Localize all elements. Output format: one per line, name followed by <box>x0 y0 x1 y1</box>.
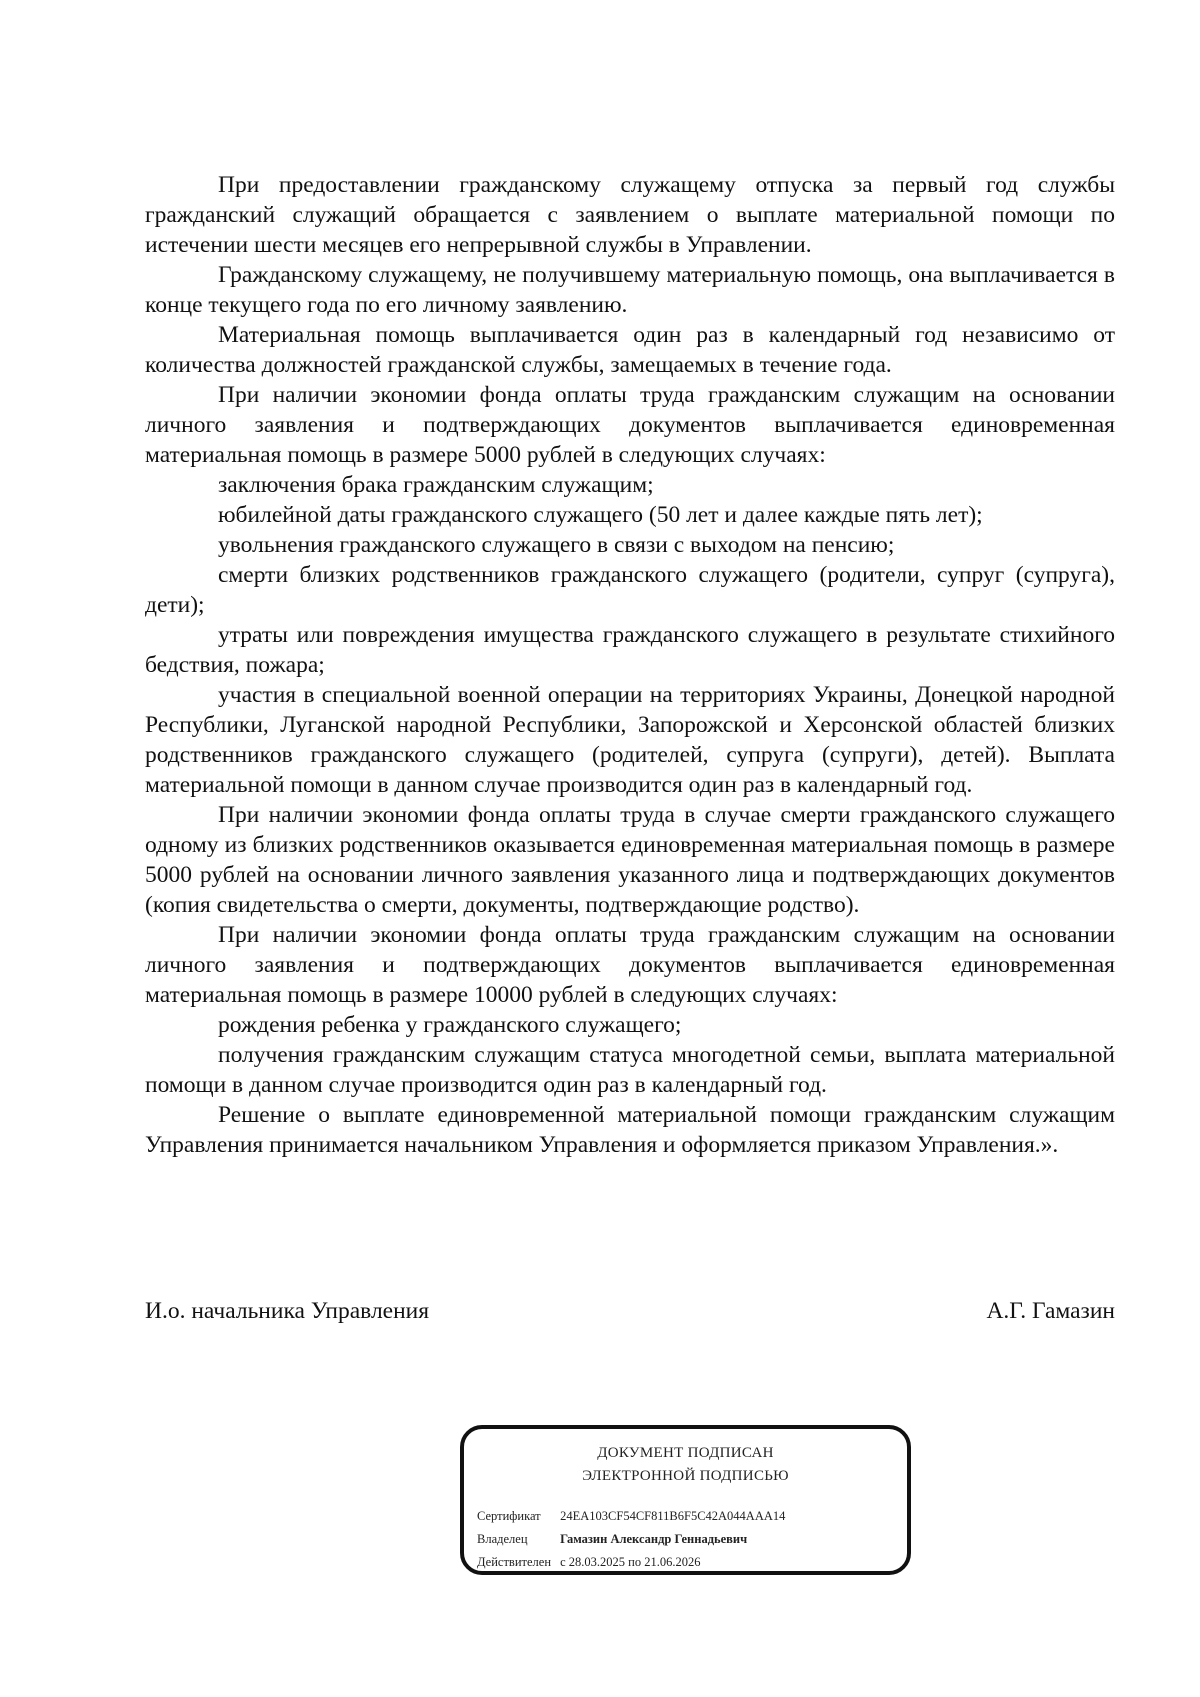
paragraph: Гражданскому служащему, не получившему материальную помощь, она выплачивается в конце текущего года по его личному заявлению. <box>145 262 1115 318</box>
signatory-position: И.о. начальника Управления <box>145 1298 430 1324</box>
signature-block <box>145 1296 1115 1326</box>
list-item: юбилейной даты гражданского служащего (50 лет и далее каждые пять лет); <box>218 502 983 528</box>
list-item: утраты или повреждения имущества гражданского служащего в результате стихийного бедствия, пожара; <box>145 622 1115 678</box>
stamp-owner-value: Гамазин Александр Геннадьевич <box>560 1532 748 1546</box>
stamp-owner-label: Владелец <box>477 1532 528 1546</box>
list-item: увольнения гражданского служащего в связи с выходом на пенсию; <box>218 532 895 558</box>
stamp-title-line2: ЭЛЕКТРОННОЙ ПОДПИСЬЮ <box>582 1468 789 1484</box>
stamp-validity-label: Действителен <box>477 1555 552 1569</box>
stamp-owner-row <box>477 1532 897 1547</box>
list-item: рождения ребенка у гражданского служащего; <box>218 1012 682 1038</box>
paragraph: При наличии экономии фонда оплаты труда в случае смерти гражданского служащего одному из близких родственников оказывается единовременная материальная помощь в размере 5000 рублей на основании личного заявления указанного лица и подтверждающих документов (копия свидетельства о смерти, документы, подтверждающие родство). <box>145 802 1115 918</box>
paragraph: При наличии экономии фонда оплаты труда гражданским служащим на основании личного заявления и подтверждающих документов выплачивается единовременная материальная помощь в размере 10000 рублей в следующих случаях: <box>145 922 1115 1008</box>
stamp-title-line1: ДОКУМЕНТ ПОДПИСАН <box>597 1445 774 1461</box>
document-body <box>145 170 1115 1160</box>
signatory-name: А.Г. Гамазин <box>986 1298 1115 1324</box>
paragraph: Решение о выплате единовременной материальной помощи гражданским служащим Управления принимается начальником Управления и оформляется приказом Управления.». <box>145 1102 1115 1158</box>
list-item: заключения брака гражданским служащим; <box>218 472 654 498</box>
list-item: участия в специальной военной операции на территориях Украины, Донецкой народной Республики, Луганской народной Республики, Запорожской и Херсонской областей близких родственников гражданского служащего (родителей, супруга (супруги), детей). Выплата материальной помощи в данном случае производится один раз в календарный год. <box>145 682 1115 798</box>
list-item: получения гражданским служащим статуса многодетной семьи, выплата материальной помощи в данном случае производится один раз в календарный год. <box>145 1042 1115 1098</box>
stamp-validity-row <box>477 1555 897 1570</box>
paragraph: Материальная помощь выплачивается один раз в календарный год независимо от количества должностей гражданской службы, замещаемых в течение года. <box>145 322 1115 378</box>
paragraph: При предоставлении гражданскому служащему отпуска за первый год службы гражданский служащий обращается с заявлением о выплате материальной помощи по истечении шести месяцев его непрерывной службы в Управлении. <box>145 172 1115 258</box>
stamp-certificate-row <box>477 1509 897 1524</box>
stamp-validity-value: с 28.03.2025 по 21.06.2026 <box>560 1555 701 1569</box>
electronic-signature-stamp <box>460 1425 911 1575</box>
stamp-certificate-label: Сертификат <box>477 1509 541 1523</box>
stamp-certificate-value: 24EA103CF54CF811B6F5C42A044AAA14 <box>560 1509 786 1523</box>
list-item: смерти близких родственников гражданского служащего (родители, супруг (супруга), дети); <box>145 562 1115 618</box>
paragraph: При наличии экономии фонда оплаты труда гражданским служащим на основании личного заявления и подтверждающих документов выплачивается единовременная материальная помощь в размере 5000 рублей в следующих случаях: <box>145 382 1115 468</box>
